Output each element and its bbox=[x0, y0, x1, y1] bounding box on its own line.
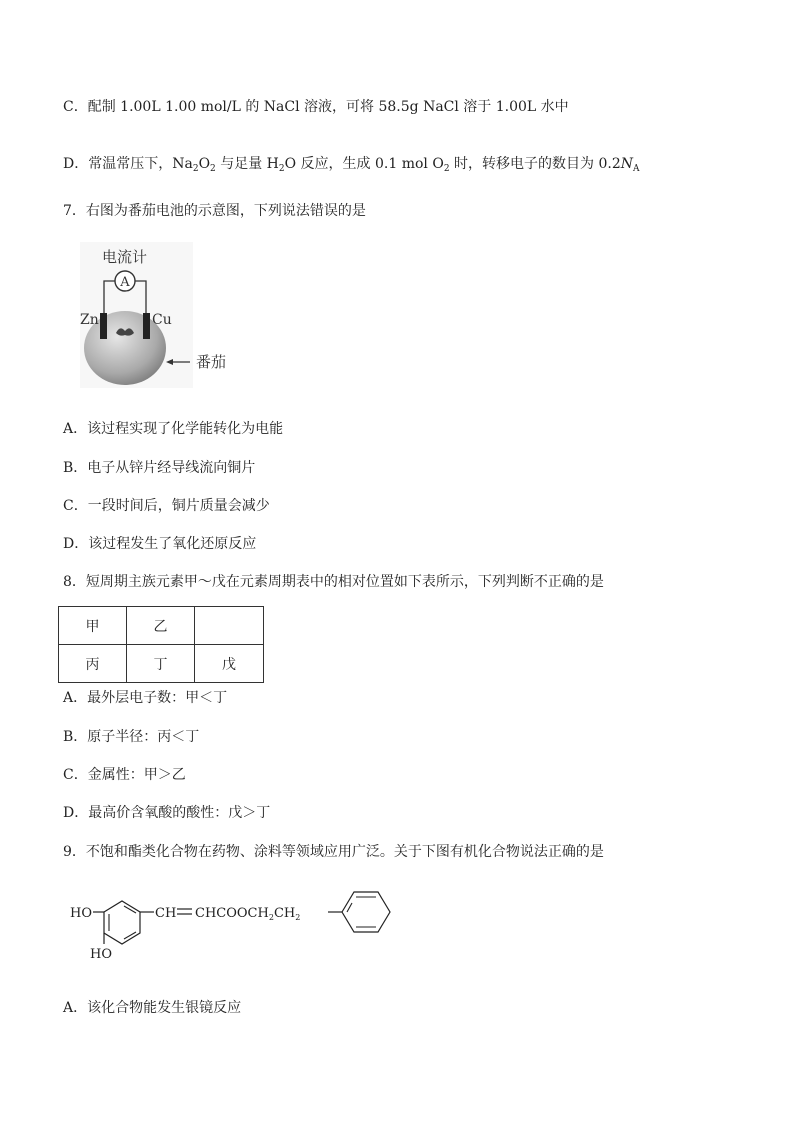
text-segment: D．常温常压下，Na bbox=[63, 156, 193, 172]
chain-text: CHCOOCH bbox=[195, 906, 269, 921]
hydroxyl-top-label: HO bbox=[70, 906, 92, 921]
subscript: 2 bbox=[443, 164, 450, 174]
chain-text: CH bbox=[273, 906, 296, 921]
subscript: 2 bbox=[268, 913, 274, 922]
table-cell bbox=[195, 607, 264, 645]
question-9-stem: 9．不饱和酯类化合物在药物、涂料等领域应用广泛。关于下图有机化合物说法正确的是 bbox=[63, 844, 604, 860]
question-7-stem: 7．右图为番茄电池的示意图，下列说法错误的是 bbox=[63, 203, 366, 219]
text-segment: O bbox=[198, 156, 211, 172]
question-7-option-b: B．电子从锌片经导线流向铜片 bbox=[63, 460, 256, 476]
question-7-option-a: A．该过程实现了化学能转化为电能 bbox=[63, 421, 284, 437]
question-8-option-d: D．最高价含氧酸的酸性：戊＞丁 bbox=[63, 805, 271, 821]
table-cell: 丙 bbox=[59, 645, 127, 683]
ammeter-symbol: A bbox=[120, 275, 130, 290]
question-7-option-c: C．一段时间后，铜片质量会减少 bbox=[63, 498, 270, 514]
question-7-option-d: D．该过程发生了氧化还原反应 bbox=[63, 536, 257, 552]
hydroxyl-bottom-label: HO bbox=[90, 947, 112, 962]
question-9-option-a: A．该化合物能发生银镜反应 bbox=[63, 1000, 242, 1016]
organic-structure-figure bbox=[66, 878, 406, 968]
subscript: A bbox=[632, 164, 640, 174]
subscript: 2 bbox=[192, 164, 199, 174]
subscript: 2 bbox=[295, 913, 301, 922]
text-segment: 时，转移电子的数目为 0.2 bbox=[449, 156, 621, 172]
chain-ch-label: CH bbox=[155, 906, 177, 921]
table-cell: 乙 bbox=[127, 607, 195, 645]
zinc-label: Zn bbox=[80, 312, 99, 328]
question-8-option-a: A．最外层电子数：甲＜丁 bbox=[63, 690, 228, 706]
table-cell: 戊 bbox=[195, 645, 264, 683]
subscript: 2 bbox=[278, 164, 285, 174]
table-row bbox=[59, 607, 264, 645]
ring-inner-bond bbox=[124, 906, 136, 913]
option-6c: C．配制 1.00L 1.00 mol/L 的 NaCl 溶液，可将 58.5g NaCl 溶于 1.00L 水中 bbox=[63, 99, 569, 115]
copper-electrode bbox=[143, 313, 150, 339]
tomato-label: 番茄 bbox=[196, 353, 227, 371]
copper-label: Cu bbox=[152, 312, 172, 328]
zinc-electrode bbox=[100, 313, 107, 339]
subscript: 2 bbox=[210, 164, 216, 174]
table-cell: 甲 bbox=[59, 607, 127, 645]
table-row bbox=[59, 645, 264, 683]
option-6d bbox=[63, 155, 639, 178]
text-segment: 与足量 H bbox=[215, 156, 279, 172]
ring-inner-bond bbox=[347, 903, 352, 912]
question-8-option-c: C．金属性：甲＞乙 bbox=[63, 767, 186, 783]
phenyl-ring bbox=[342, 892, 390, 932]
question-8-stem: 8．短周期主族元素甲～戊在元素周期表中的相对位置如下表所示，下列判断不正确的是 bbox=[63, 574, 604, 590]
avogadro-symbol: N bbox=[620, 156, 633, 172]
text-segment: O 反应，生成 0.1 mol O bbox=[284, 156, 444, 172]
ring-inner-bond bbox=[124, 932, 136, 939]
chain-ester-label bbox=[195, 906, 300, 922]
table-cell: 丁 bbox=[127, 645, 195, 683]
question-8-option-b: B．原子半径：丙＜丁 bbox=[63, 729, 200, 745]
tomato-battery-figure bbox=[78, 240, 238, 390]
ammeter-label: 电流计 bbox=[102, 248, 148, 266]
periodic-position-table bbox=[58, 606, 264, 683]
